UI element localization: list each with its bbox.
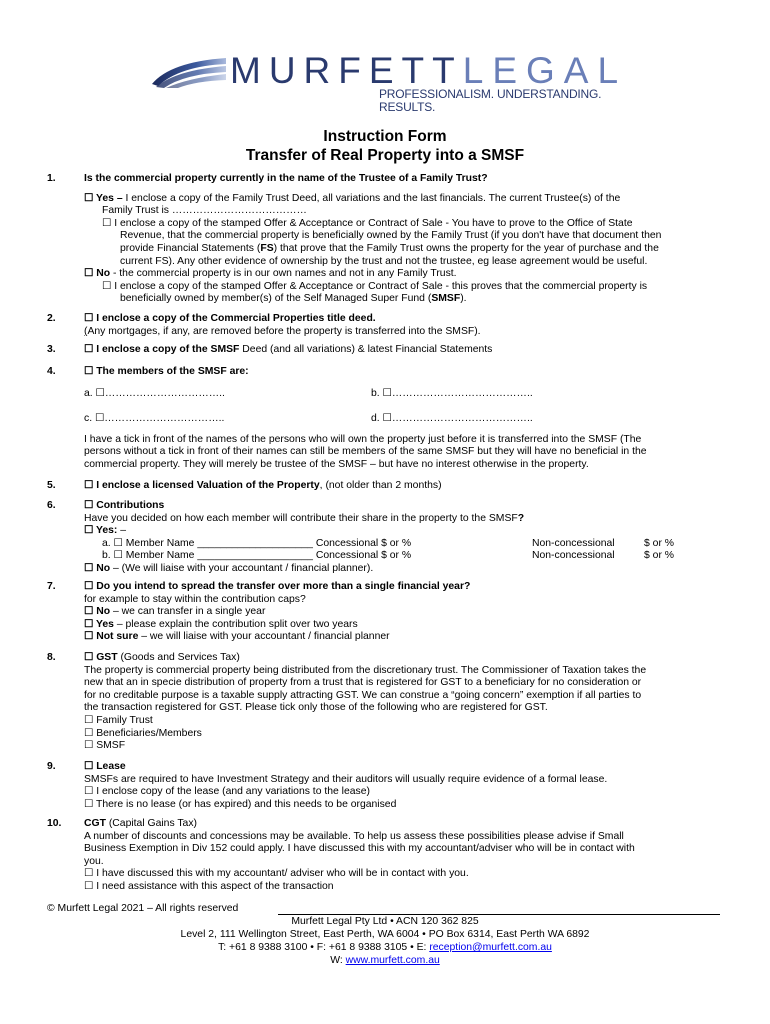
contributions-yes-checkbox[interactable]: ☐ Yes:	[84, 525, 118, 537]
footer-phone-fax: T: +61 8 9388 3100 • F: +61 8 9388 3105 • E:	[218, 942, 430, 953]
section-4	[84, 366, 720, 472]
smsf-deed-checkbox[interactable]: ☐ I enclose a copy of the SMSF	[84, 344, 240, 355]
form-subtitle: Transfer of Real Property into a SMSF	[245, 147, 525, 164]
members-note-1: I have a tick in front of the names of the persons who will own the property just before it is transferred into the SMSF (The	[84, 433, 642, 445]
section-7	[84, 581, 720, 644]
member-b-contribution[interactable]: b. ☐ Member Name ____________________ Concessional $ or %	[102, 550, 412, 562]
section-4-number: 4.	[47, 366, 56, 377]
gst-para-1: The property is commercial property being distributed from the discretionary trust. The Commissioner of Taxation takes the	[84, 664, 647, 676]
lease-checkbox[interactable]: ☐ Lease	[84, 761, 126, 772]
members-note-3: commercial property. They will merely be trustee of the SMSF – but have no interest otherwise in the property.	[84, 458, 589, 470]
member-d-field[interactable]: d. ☐…………………………………..	[371, 413, 533, 425]
section-9	[84, 761, 720, 811]
offer-acceptance-checkbox[interactable]: ☐ I enclose a copy of the stamped Offer & Acceptance or Contract of Sale - You have to prove to the Office of State	[102, 217, 633, 229]
offer-acceptance-text-3b: ) that prove that the Family Trust owns the property for the year of purchase and the	[273, 242, 659, 254]
non-concessional-b-unit: $ or %	[644, 550, 675, 562]
non-concessional-a: Non-concessional	[532, 537, 615, 549]
member-a-contribution[interactable]: a. ☐ Member Name ____________________ Concessional $ or %	[102, 537, 412, 549]
cgt-para-2: Business Exemption in Div 152 could apply. I have discussed this with my accountant/adviser who will be in contact with	[84, 843, 635, 855]
section-6	[84, 500, 720, 576]
gst-para-4: the transaction registered for GST. Please tick only those of the following who are registered for GST.	[84, 702, 548, 714]
contributions-qmark: ?	[517, 512, 525, 524]
cgt-discussed-checkbox[interactable]: ☐ I have discussed this with my accountant/ adviser who will be in contact with you.	[84, 868, 469, 880]
gst-para-3: for no creditable purpose is a taxable supply attracting GST. We can construe a “going concern” exemption if all parties to	[84, 689, 642, 701]
non-concessional-b: Non-concessional	[532, 550, 615, 562]
mortgage-note: Any mortgages, if any, are removed before the property is transferred into the SMSF).	[87, 325, 481, 337]
family-trust-name-field[interactable]: Family Trust is …………………………………	[102, 205, 307, 217]
footer-divider	[278, 914, 720, 915]
logo-globe-icon	[150, 54, 228, 88]
logo-wordmark	[230, 52, 627, 90]
gst-smsf-checkbox[interactable]: ☐ SMSF	[84, 740, 126, 752]
contributions-no-text: – (We will liaise with your accountant / financial planner).	[110, 562, 374, 574]
logo-name-legal: LEGAL	[462, 50, 628, 91]
gst-para-2: new that an in specie distribution of property from a trust that is registered for GST to a beneficiary for no consideration or	[84, 677, 642, 689]
logo-name-murfett: MURFETT	[230, 50, 463, 91]
spread-not-sure-checkbox[interactable]: ☐ Not sure	[84, 631, 139, 643]
member-a-field[interactable]: a. ☐……………………………..	[84, 387, 225, 399]
section-1	[84, 173, 720, 306]
section-8	[84, 652, 720, 753]
footer-web-label: W:	[330, 955, 346, 966]
mortgage-note-paren: (	[84, 325, 88, 337]
stamped-contract-text-b: ).	[460, 293, 467, 305]
section-5	[84, 480, 720, 493]
gst-checkbox[interactable]: ☐ GST	[84, 652, 118, 663]
valuation-text: , (not older than 2 months)	[319, 480, 442, 491]
murfett-legal-logo	[150, 50, 628, 114]
trust-no-text: - the commercial property is in our own names and not in any Family Trust.	[110, 268, 457, 280]
copyright: © Murfett Legal 2021 – All rights reserved	[47, 903, 239, 914]
section-1-question: Is the commercial property currently in the name of the Trustee of a Family Trust?	[84, 173, 488, 184]
stamped-contract-text-a: beneficially owned by member(s) of the Self Managed Super Fund (	[120, 293, 432, 305]
section-5-number: 5.	[47, 480, 56, 491]
spread-not-sure-text: – we will liaise with your accountant / financial planner	[138, 631, 390, 643]
section-1-number: 1.	[47, 173, 56, 184]
footer-company: Murfett Legal Pty Ltd • ACN 120 362 825	[291, 916, 479, 927]
section-8-number: 8.	[47, 652, 56, 663]
section-2-number: 2.	[47, 313, 56, 324]
section-3	[84, 344, 720, 357]
spread-transfer-checkbox[interactable]: ☐ Do you intend to spread the transfer over more than a single financial year?	[84, 581, 471, 592]
contributions-question: Have you decided on how each member will contribute their share in the property to the SMSF	[84, 512, 518, 524]
gst-family-trust-checkbox[interactable]: ☐ Family Trust	[84, 714, 153, 726]
gst-beneficiaries-checkbox[interactable]: ☐ Beneficiaries/Members	[84, 727, 202, 739]
footer-website-link[interactable]: www.murfett.com.au	[345, 955, 440, 966]
cgt-para-3: you.	[84, 855, 104, 867]
contributions-no-checkbox[interactable]: ☐ No	[84, 562, 111, 574]
spread-no-text: – we can transfer in a single year	[110, 606, 266, 618]
member-b-field[interactable]: b. ☐…………………………………..	[371, 387, 533, 399]
cgt-label: (Capital Gains Tax)	[105, 818, 197, 829]
spread-no-checkbox[interactable]: ☐ No	[84, 606, 111, 618]
trust-yes-checkbox[interactable]: ☐ Yes –	[84, 192, 123, 204]
lease-none-checkbox[interactable]: ☐ There is no lease (or has expired) and this needs to be organised	[84, 798, 397, 810]
footer-contact	[0, 942, 770, 955]
members-note-2: persons without a tick in front of their names can still be members of the same SMSF but they will have no beneficial in the	[84, 446, 647, 458]
stamped-contract-checkbox[interactable]: ☐ I enclose a copy of the stamped Offer & Acceptance or Contract of Sale - this proves that the commercial property is	[102, 280, 648, 292]
contributions-yes-dash: –	[117, 525, 127, 537]
section-6-number: 6.	[47, 500, 56, 511]
cgt-para-1: A number of discounts and concessions may be available. To help us assess these possibilities please advise if Small	[84, 830, 624, 842]
spread-yes-checkbox[interactable]: ☐ Yes	[84, 618, 114, 630]
footer-email-link[interactable]: reception@murfett.com.au	[429, 942, 552, 953]
non-concessional-a-unit: $ or %	[644, 537, 675, 549]
contributions-checkbox[interactable]: ☐ Contributions	[84, 500, 165, 511]
offer-acceptance-text-2: Revenue, that the commercial property is beneficially owned by the Family Trust (if you don't have that document then	[120, 230, 662, 242]
title-deed-checkbox[interactable]: ☐ I enclose a copy of the Commercial Properties title deed.	[84, 313, 376, 324]
spread-yes-text: – please explain the contribution split over two years	[113, 618, 358, 630]
valuation-checkbox[interactable]: ☐ I enclose a licensed Valuation of the Property	[84, 480, 320, 491]
cgt-heading: CGT	[84, 818, 106, 829]
spread-transfer-subtext: for example to stay within the contribution caps?	[84, 593, 306, 605]
form-title: Instruction Form	[323, 128, 447, 145]
section-2	[84, 313, 720, 338]
trust-no-checkbox[interactable]: ☐ No	[84, 268, 111, 280]
footer-address: Level 2, 111 Wellington Street, East Perth, WA 6004 • PO Box 6314, East Perth WA 6892	[180, 929, 590, 940]
smsf-deed-text: Deed (and all variations) & latest Financial Statements	[239, 344, 493, 355]
offer-acceptance-text-3a: provide Financial Statements (	[120, 242, 261, 254]
members-heading-checkbox[interactable]: ☐ The members of the SMSF are:	[84, 366, 249, 377]
logo-tagline: PROFESSIONALISM. UNDERSTANDING. RESULTS.	[379, 87, 602, 114]
offer-acceptance-text-4: current FS). Any other evidence of ownership by the trust and not the trustee, eg lease agreement would be useful.	[120, 255, 648, 267]
member-c-field[interactable]: c. ☐……………………………..	[84, 413, 225, 425]
section-10-number: 10.	[47, 818, 62, 829]
section-3-number: 3.	[47, 344, 56, 355]
cgt-assistance-checkbox[interactable]: ☐ I need assistance with this aspect of the transaction	[84, 880, 334, 892]
gst-label: (Goods and Services Tax)	[117, 652, 240, 663]
section-7-number: 7.	[47, 581, 56, 592]
lease-para: SMSFs are required to have Investment Strategy and their auditors will usually require evidence of a formal lease.	[84, 773, 608, 785]
fs-abbrev: FS	[260, 242, 274, 254]
smsf-abbrev: SMSF	[431, 293, 461, 305]
lease-enclosed-checkbox[interactable]: ☐ I enclose copy of the lease (and any variations to the lease)	[84, 786, 370, 798]
section-10	[84, 818, 720, 894]
trust-yes-text: I enclose a copy of the Family Trust Deed, all variations and the last financials. The current Trustee(s) of the	[122, 192, 621, 204]
footer-web	[0, 955, 770, 968]
section-9-number: 9.	[47, 761, 56, 772]
